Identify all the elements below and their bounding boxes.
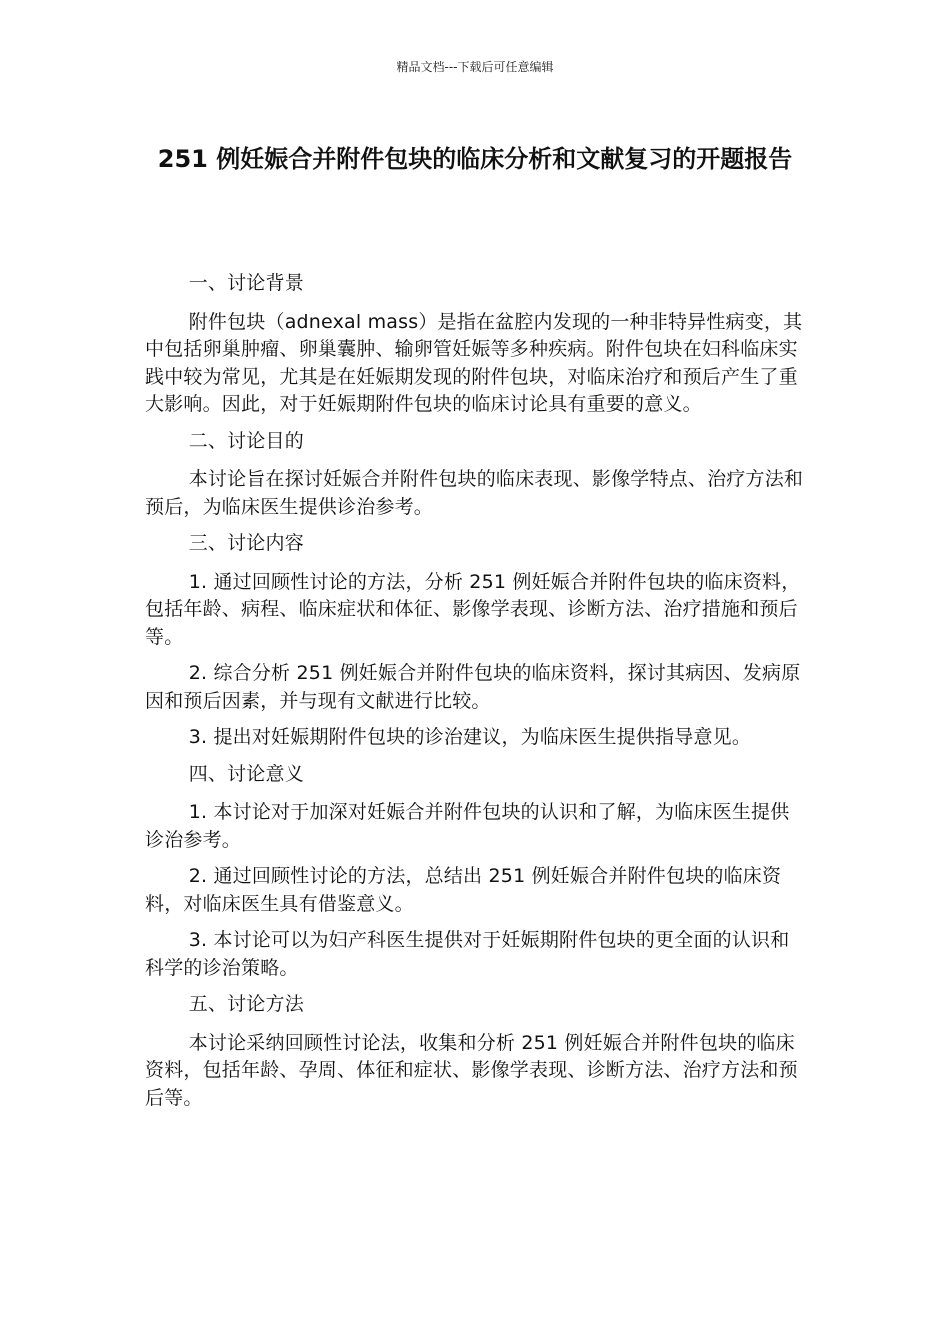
- section-heading-purpose: 二、讨论目的: [188, 429, 304, 452]
- document-body: [145, 270, 807, 1121]
- paragraph-purpose: 本讨论旨在探讨妊娠合并附件包块的临床表现、影像学特点、治疗方法和预后，为临床医生提供诊治参考。: [145, 468, 804, 518]
- section-heading-background: 一、讨论背景: [188, 272, 304, 294]
- section-heading-method: 五、讨论方法: [188, 993, 304, 1015]
- paragraph-method: 本讨论采纳回顾性讨论法，收集和分析 251 例妊娠合并附件包块的临床资料，包括年龄、孕周、体征和症状、影像学表现、诊断方法、治疗方法和预后等。: [145, 1031, 798, 1109]
- paragraph-background: 附件包块（adnexal mass）是指在盆腔内发现的一种非特异性病变，其中包括卵巢肿瘤、卵巢囊肿、输卵管妊娠等多种疾病。附件包块在妇科临床实践中较为常见，尤其是在妊娠期发现的附件包块，对临床治疗和预后产生了重大影响。因此，对于妊娠期附件包块的临床讨论具有重要的意义。: [145, 310, 803, 415]
- document-title: 251 例妊娠合并附件包块的临床分析和文献复习的开题报告: [157, 145, 793, 173]
- paragraph-significance-item-3: 3. 本讨论可以为妇产科医生提供对于妊娠期附件包块的更全面的认识和科学的诊治策略。: [145, 929, 790, 979]
- paragraph-content-item-3: 3. 提出对妊娠期附件包块的诊治建议，为临床医生提供指导意见。: [188, 726, 752, 748]
- paragraph-significance-item-1: 1. 本讨论对于加深对妊娠合并附件包块的认识和了解，为临床医生提供诊治参考。: [145, 801, 790, 851]
- section-heading-significance: 四、讨论意义: [188, 762, 304, 785]
- paragraph-content-item-1: 1. 通过回顾性讨论的方法，分析 251 例妊娠合并附件包块的临床资料，包括年龄、病程、临床症状和体征、影像学表现、诊断方法、治疗措施和预后等。: [145, 570, 801, 648]
- page-header: 精品文档---下载后可任意编辑: [396, 60, 554, 74]
- section-heading-content: 三、讨论内容: [188, 532, 304, 554]
- paragraph-content-item-2: 2. 综合分析 251 例妊娠合并附件包块的临床资料，探讨其病因、发病原因和预后因素，并与现有文献进行比较。: [145, 662, 801, 712]
- paragraph-significance-item-2: 2. 通过回顾性讨论的方法，总结出 251 例妊娠合并附件包块的临床资料，对临床医生具有借鉴意义。: [145, 865, 782, 915]
